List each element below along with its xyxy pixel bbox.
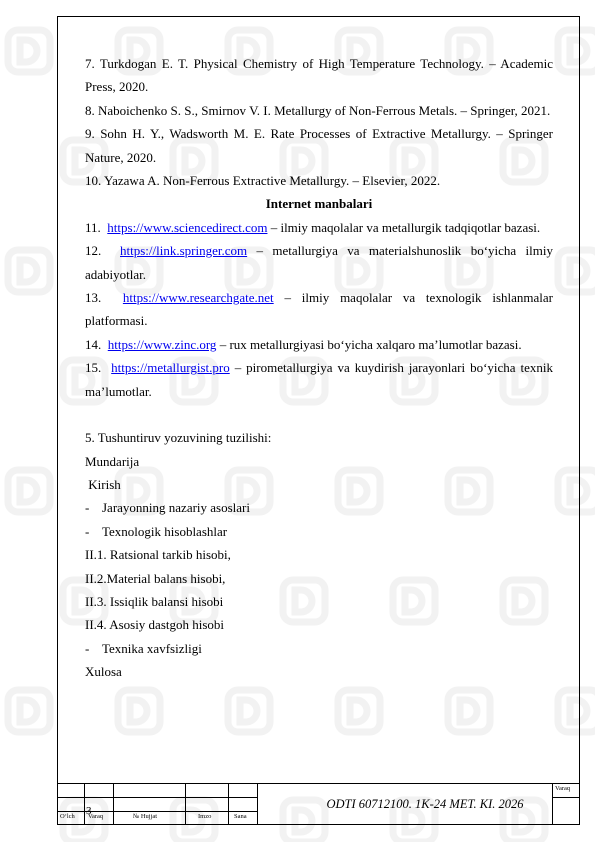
- intro-label: Kirish: [85, 476, 121, 492]
- structure-sub-item: II.2.Material balans hisobi,: [85, 570, 226, 586]
- col-olch-label: O‘lch: [60, 813, 75, 820]
- source-link[interactable]: https://link.springer.com: [120, 243, 248, 259]
- contents-label: Mundarija: [85, 453, 140, 469]
- structure-sub-item: II.4. Asosiy dastgoh hisobi: [85, 617, 225, 633]
- internet-sources-heading: Internet manbalari: [265, 196, 373, 212]
- reference-item: 9. Sohn H. Y., Wadsworth M. E. Rate Processes of Extractive Metallurgy. – Springer Nature, 2020.: [85, 126, 553, 165]
- structure-list-item: - Texnika xavfsizligi: [85, 640, 202, 656]
- structure-heading: 5. Tushuntiruv yozuvining tuzilishi:: [85, 430, 272, 446]
- reference-item: 10. Yazawa A. Non-Ferrous Extractive Metallurgy. – Elsevier, 2022.: [85, 173, 441, 189]
- source-link[interactable]: https://www.zinc.org: [107, 336, 217, 352]
- col-sana-label: Sana: [234, 813, 247, 820]
- conclusion-label: Xulosa: [85, 664, 122, 680]
- page-number: 3: [86, 805, 92, 817]
- internet-source-item: 14. https://www.zinc.org – rux metallurgiyasi bo‘yicha xalqaro ma’lumotlar bazasi.: [85, 336, 522, 352]
- reference-item: 7. Turkdogan E. T. Physical Chemistry of High Temperature Technology. – Academic Press, 2020.: [85, 56, 553, 95]
- internet-source-item: 15. https://metallurgist.pro – pirometallurgiya va kuydirish jarayonlari bo‘yicha texnik ma’lumotlar.: [85, 360, 553, 399]
- internet-source-item: 12. https://link.springer.com – metallurgiya va materialshunoslik bo‘yicha ilmiy adabiyotlar.: [85, 243, 553, 282]
- page-content: [85, 52, 553, 684]
- source-link[interactable]: https://metallurgist.pro: [111, 360, 230, 376]
- title-block-stamp: [57, 783, 580, 825]
- document-code: ODTI 60712100. 1K-24 MET. KI. 2026: [326, 797, 524, 811]
- sheet-label: Varaq: [555, 785, 571, 792]
- internet-source-item: 13. https://www.researchgate.net – ilmiy maqolalar va texnologik ishlanmalar platformasi.: [85, 290, 554, 329]
- col-varaq-label: Varaq: [88, 813, 104, 820]
- col-imzo-label: Imzo: [198, 813, 212, 820]
- structure-sub-item: II.1. Ratsional tarkib hisobi,: [85, 547, 231, 563]
- structure-sub-item: II.3. Issiqlik balansi hisobi: [85, 593, 224, 609]
- structure-list-item: - Jarayonning nazariy asoslari: [85, 500, 251, 516]
- structure-list-item: - Texnologik hisoblashlar: [85, 523, 228, 539]
- internet-source-item: 11. https://www.sciencedirect.com – ilmiy maqolalar va metallurgik tadqiqotlar bazasi.: [85, 219, 541, 235]
- source-link[interactable]: https://www.sciencedirect.com: [107, 219, 268, 235]
- reference-item: 8. Naboichenko S. S., Smirnov V. I. Metallurgy of Non-Ferrous Metals. – Springer, 2021.: [85, 102, 551, 118]
- col-hujjat-label: № Hujjat: [133, 813, 158, 820]
- source-link[interactable]: https://www.researchgate.net: [122, 290, 274, 306]
